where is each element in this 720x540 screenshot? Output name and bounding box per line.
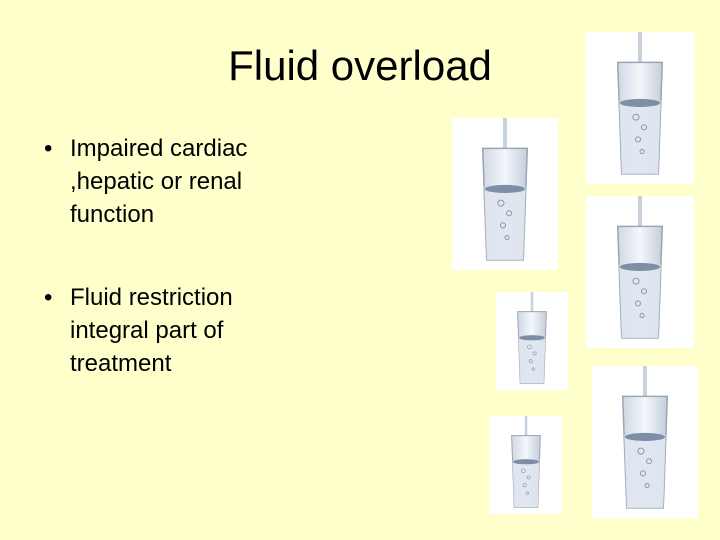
water-glass-icon [586,32,694,184]
bullet-dot: • [44,135,53,162]
water-glass-image [490,416,562,514]
water-glass-image [496,292,568,390]
water-glass-image [586,32,694,184]
water-glass-icon [496,292,568,390]
water-glass-icon [592,366,698,518]
water-glass-icon [586,196,694,348]
bullet-list [42,132,292,430]
water-glass-icon [490,416,562,514]
bullet-text: Fluid restriction integral part of treatment [70,284,233,377]
bullet-text: Impaired cardiac ,hepatic or renal function [70,135,248,228]
water-glass-image [592,366,698,518]
bullet-item [42,281,292,380]
water-glass-image [586,196,694,348]
water-glass-image [452,118,558,270]
bullet-dot: • [44,284,53,311]
bullet-item [42,132,292,231]
slide-title: Fluid overload [228,42,492,89]
water-glass-icon [452,118,558,270]
